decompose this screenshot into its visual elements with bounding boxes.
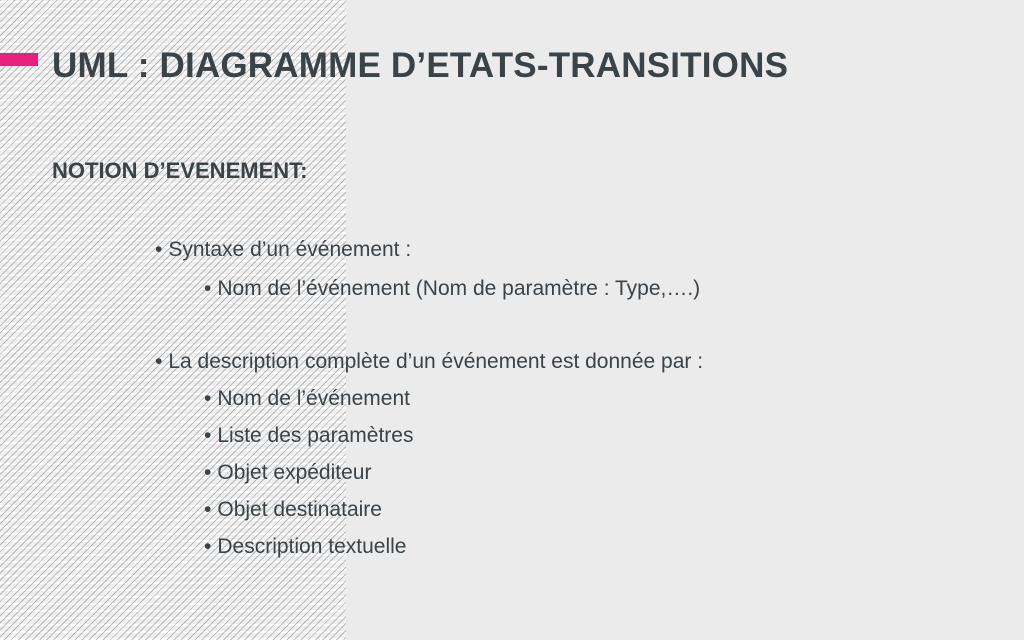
bullet-icon: •	[155, 350, 163, 373]
bullet-text: Objet expéditeur	[217, 461, 372, 484]
bullet-icon: •	[204, 498, 212, 521]
bullet-text: Description textuelle	[217, 535, 407, 558]
bullet-description-item	[204, 424, 413, 448]
bullet-description-item	[204, 498, 382, 522]
bullet-text: Nom de l’événement (Nom de paramètre : Type,….)	[217, 277, 701, 300]
bullet-syntax-item	[204, 277, 700, 301]
bullet-icon: •	[204, 387, 212, 410]
bullet-syntax-heading	[155, 238, 411, 262]
slide-title: UML : DIAGRAMME D’ETATS-TRANSITIONS	[52, 46, 789, 85]
bullet-icon: •	[204, 424, 212, 447]
bullet-text: La description complète d’un événement est donnée par :	[168, 350, 704, 373]
bullet-description-item	[204, 461, 371, 485]
bullet-icon: •	[155, 238, 163, 261]
bullet-description-item	[204, 387, 410, 411]
slide-subtitle: NOTION D’EVENEMENT:	[52, 158, 308, 183]
bullet-description-heading	[155, 350, 703, 374]
bullet-description-item	[204, 535, 406, 559]
bullet-text: Nom de l’événement	[217, 387, 410, 410]
bullet-icon: •	[204, 277, 212, 300]
bullet-icon: •	[204, 461, 212, 484]
bullet-text: Syntaxe d’un événement :	[168, 238, 412, 261]
bullet-icon: •	[204, 535, 212, 558]
bullet-text: Objet destinataire	[217, 498, 382, 521]
bullet-text: Liste des paramètres	[217, 424, 414, 447]
accent-bar	[0, 53, 38, 66]
